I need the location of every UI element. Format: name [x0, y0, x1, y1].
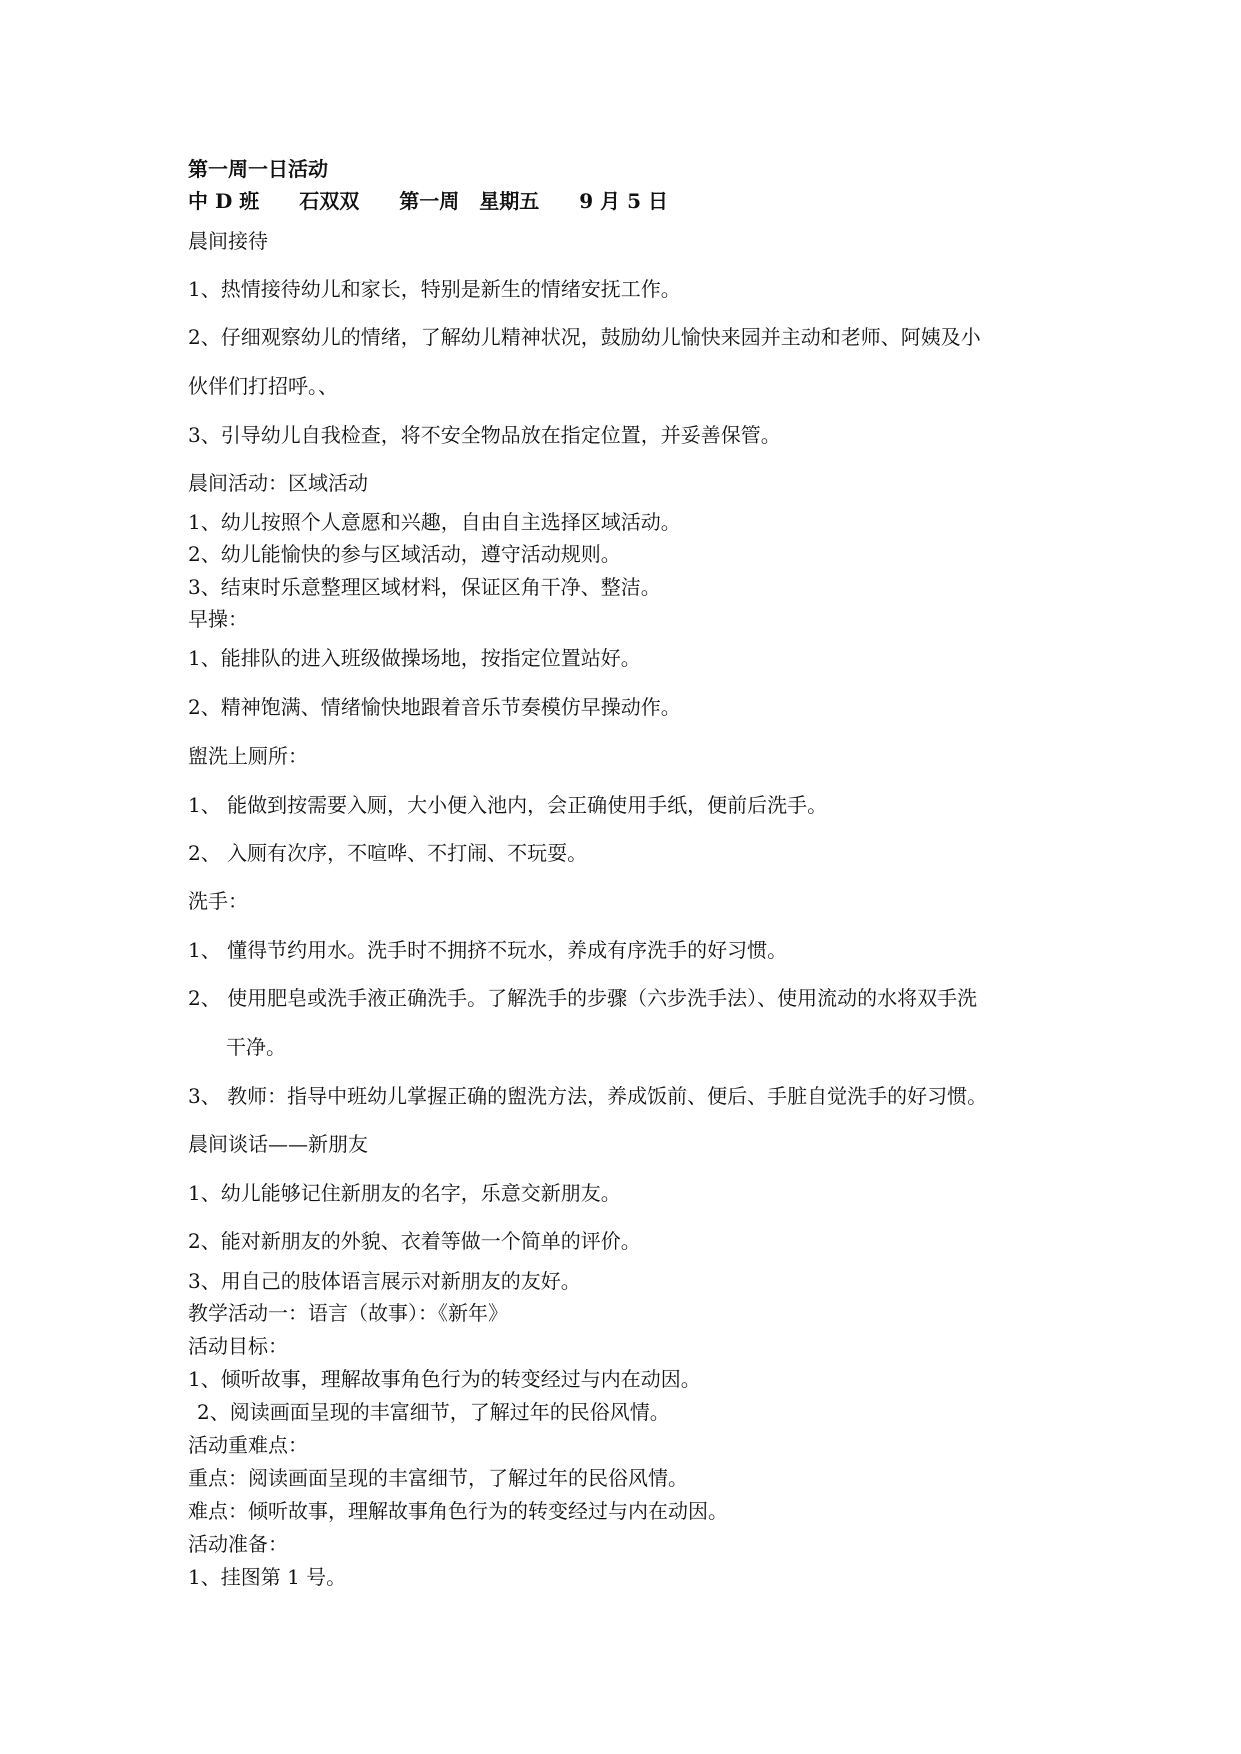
list-item: 2、 使用肥皂或洗手液正确洗手。了解洗手的步骤（六步洗手法）、使用流动的水将双手洗	[188, 986, 978, 1010]
list-item: 3、 教师：指导中班幼儿掌握正确的盥洗方法，养成饭前、便后、手脏自觉洗手的好习惯。	[188, 1084, 988, 1108]
class-header: 中 D 班 石双双 第一周 星期五 9 月 5 日	[188, 189, 668, 213]
list-item: 1、 懂得节约用水。洗手时不拥挤不玩水，养成有序洗手的好习惯。	[188, 938, 788, 962]
list-item: 2、幼儿能愉快的参与区域活动，遵守活动规则。	[188, 542, 621, 566]
list-item: 1、幼儿按照个人意愿和兴趣，自由自主选择区域活动。	[188, 510, 681, 534]
list-item: 3、结束时乐意整理区域材料，保证区角干净、整洁。	[188, 575, 661, 599]
subheading: 活动目标：	[188, 1334, 288, 1358]
list-item: 1、能排队的进入班级做操场地，按指定位置站好。	[188, 646, 641, 670]
section-heading: 晨间活动：区域活动	[188, 471, 368, 495]
list-item: 1、幼儿能够记住新朋友的名字，乐意交新朋友。	[188, 1181, 621, 1205]
list-item: 2、精神饱满、情绪愉快地跟着音乐节奏模仿早操动作。	[188, 695, 681, 719]
list-item: 2、能对新朋友的外貌、衣着等做一个简单的评价。	[188, 1229, 641, 1253]
subheading: 活动重难点：	[188, 1433, 308, 1457]
difficult-point: 难点：倾听故事，理解故事角色行为的转变经过与内在动因。	[188, 1499, 728, 1523]
document-title: 第一周一日活动	[188, 157, 328, 181]
list-item: 3、引导幼儿自我检查，将不安全物品放在指定位置，并妥善保管。	[188, 423, 781, 447]
list-item-continued: 伙伴们打招呼。、	[188, 374, 338, 398]
list-item: 3、用自己的肢体语言展示对新朋友的友好。	[188, 1269, 581, 1293]
section-heading: 教学活动一：语言（故事）：《新年》	[188, 1301, 508, 1325]
section-heading: 洗手：	[188, 889, 248, 913]
section-heading: 盥洗上厕所：	[188, 744, 308, 768]
list-item: 2、 入厕有次序，不喧哗、不打闹、不玩耍。	[188, 841, 588, 865]
list-item: 1、倾听故事，理解故事角色行为的转变经过与内在动因。	[188, 1367, 701, 1391]
key-point: 重点：阅读画面呈现的丰富细节，了解过年的民俗风情。	[188, 1466, 688, 1490]
section-heading: 晨间谈话——新朋友	[188, 1132, 368, 1156]
list-item: 2、仔细观察幼儿的情绪，了解幼儿精神状况，鼓励幼儿愉快来园并主动和老师、阿姨及小	[188, 325, 981, 349]
list-item-continued: 干净。	[226, 1035, 286, 1059]
list-item: 1、挂图第 1 号。	[188, 1565, 347, 1589]
list-item: 2、阅读画面呈现的丰富细节，了解过年的民俗风情。	[197, 1400, 670, 1424]
section-heading: 早操：	[188, 607, 248, 631]
list-item: 1、热情接待幼儿和家长，特别是新生的情绪安抚工作。	[188, 277, 681, 301]
subheading: 活动准备：	[188, 1532, 288, 1556]
section-heading: 晨间接待	[188, 229, 268, 253]
list-item: 1、 能做到按需要入厕，大小便入池内，会正确使用手纸，便前后洗手。	[188, 793, 828, 817]
